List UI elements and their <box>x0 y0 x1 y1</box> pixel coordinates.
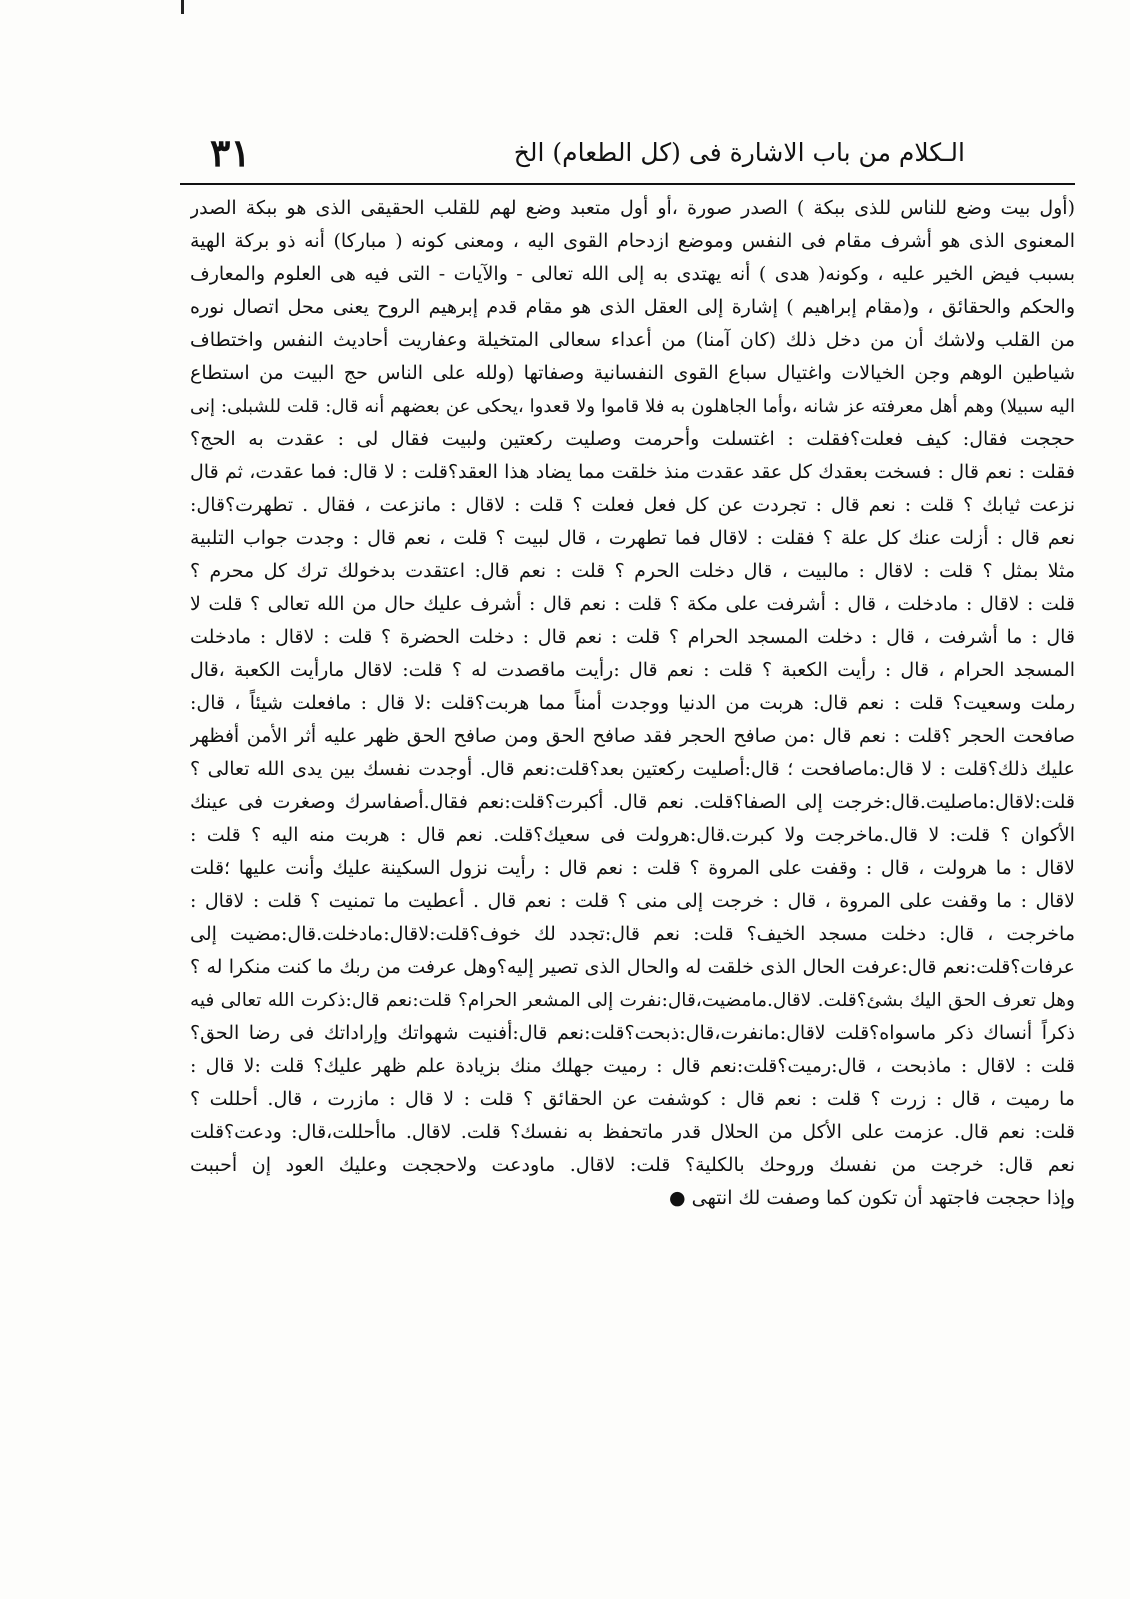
text-line: حججت فقال: كيف فعلت؟فقلت : اغتسلت وأحرمت وصليت ركعتين ولبيت فقال لى : عقدت به الحج؟ <box>190 428 1075 450</box>
text-line-final: وإذا حججت فاجتهد أن تكون كما وصفت لك انتهى ● <box>668 1187 1075 1209</box>
text-line: اليه سبيلا) وهم أهل معرفته عز شانه ،وأما الجاهلون به فلا قاموا ولا قعدوا ،يحكى عن بعضهم أنه قال: قلت للشبلى: إنى <box>190 396 1075 417</box>
text-line: الأكوان ؟ قلت: لا قال.ماخرجت ولا كبرت.قال:هرولت فى سعيك؟قلت. نعم قال : هربت منه اليه ؟ قلت : <box>190 824 1075 846</box>
body-text <box>190 192 1075 1215</box>
text-line: عليك ذلك؟قلت : لا قال:ماصافحت ؛ قال:أصليت ركعتين بعد؟قلت:نعم قال. أوجدت نفسك بين يدى الله تعالى ؟ <box>190 758 1075 780</box>
text-line: لاقال : ما وقفت على المروة ، قال : خرجت إلى منى ؟ قلت : نعم قال . أعطيت ما تمنيت ؟ قلت : لاقال : <box>190 890 1075 912</box>
text-line: لاقال : ما هرولت ، قال : وقفت على المروة ؟ قلت : نعم قال : رأيت نزول السكينة عليك وأنت عليها ؛قلت <box>190 857 1075 879</box>
text-line: (أول بيت وضع للناس للذى ببكة ) الصدر صورة ،أو أول متعبد وضع لهم للقلب الحقيقى الذى هو ببكة الصدر <box>190 197 1075 219</box>
text-line: المعنوى الذى هو أشرف مقام فى النفس وموضع ازدحام القوى اليه ، ومعنى كونه ( مباركا) أنه ذو بركة الهية <box>190 230 1075 252</box>
text-line: نعم قال : أزلت عنك كل علة ؟ فقلت : لاقال فما تطهرت ، قال لبيت ؟ قلت ، نعم قال : وجدت جواب التلبية <box>190 527 1075 549</box>
text-line: مثلا بمثل ؟ قلت : لاقال : مالبيت ، قال دخلت الحرم ؟ قلت : نعم قال: اعتقدت بدخولك ترك كل محرم ؟ <box>190 560 1075 582</box>
corner-mark <box>181 0 184 14</box>
text-line: قلت : لاقال : مادخلت ، قال : أشرفت على مكة ؟ قلت : نعم قال : أشرف عليك حال من الله تعالى ؟ قلت لا <box>190 593 1075 615</box>
text-line: من القلب ولاشك أن من دخل ذلك (كان آمنا) من أعداء سعالى المتخيلة وعفاريت أحاديث النفس واختطاف <box>190 329 1075 351</box>
text-line: ما رميت ، قال : زرت ؟ قلت : نعم قال : كوشفت عن الحقائق ؟ قلت : لا قال : مازرت ، قال. أحللت ؟ <box>190 1088 1075 1110</box>
text-line: فقلت : نعم قال : فسخت بعقدك كل عقد عقدت منذ خلقت مما يضاد هذا العقد؟قلت : لا قال: فما عقدت، ثم قال <box>190 461 1075 483</box>
text-line: عرفات؟قلت:نعم قال:عرفت الحال الذى خلقت له والحال الذى تصير إليه؟وهل عرفت من ربك ما كنت منكرا له ؟ <box>190 956 1075 978</box>
text-line: نعم قال: خرجت من نفسك وروحك بالكلية؟ قلت: لاقال. ماودعت ولاحججت وعليك العود إن أحببت <box>190 1154 1075 1176</box>
text-line: قلت:لاقال:ماصليت.قال:خرجت إلى الصفا؟قلت. نعم قال. أكبرت؟قلت:نعم فقال.أصفاسرك وصغرت فى عينك <box>190 791 1075 813</box>
text-line: قلت: نعم قال. عزمت على الأكل من الحلال قدر ماتحفظ به نفسك؟ قلت. لاقال. ماأحللت،قال: ودعت؟قلت <box>190 1121 1075 1143</box>
text-line: صافحت الحجر ؟قلت : نعم قال :من صافح الحجر فقد صافح الحق ومن صافح الحق ظهر عليه أثر الأمن أفظهر <box>190 725 1075 747</box>
text-line: المسجد الحرام ، قال : رأيت الكعبة ؟ قلت : نعم قال :رأيت ماقصدت له ؟ قلت: لاقال مارأيت الكعبة ،قال <box>190 659 1075 681</box>
text-line: وهل تعرف الحق اليك بشئ؟قلت. لاقال.مامضيت،قال:نفرت إلى المشعر الحرام؟ قلت:نعم قال:ذكرت الله تعالى فيه <box>190 990 1075 1011</box>
text-line: بسبب فيض الخير عليه ، وكونه( هدى ) أنه يهتدى به إلى الله تعالى - والآيات - التى فيه هى العلوم والمعارف <box>190 263 1075 285</box>
text-line: والحكم والحقائق ، و(مقام إبراهيم ) إشارة إلى العقل الذى هو مقام قدم إبرهيم الروح يعنى محل اتصال نوره <box>190 296 1075 318</box>
text-line: نزعت ثيابك ؟ قلت : نعم قال : تجردت عن كل فعل فعلت ؟ قلت : لاقال : مانزعت ، فقال . تطهرت؟قال: <box>190 494 1075 516</box>
text-line: رملت وسعيت؟ قلت : نعم قال: هربت من الدنيا ووجدت أمناً مما هربت؟قلت :لا قال : مافعلت شيئاً ، قال: <box>190 692 1075 714</box>
page-number: ٣١ <box>210 130 251 175</box>
text-line: قلت : لاقال : ماذبحت ، قال:رميت؟قلت:نعم قال : رميت جهلك منك بزيادة علم ظهر عليك؟ قلت :لا قال : <box>190 1055 1075 1077</box>
text-line: شياطين الوهم وجن الخيالات واغتيال سباع القوى النفسانية وصفاتها (ولله على الناس حج البيت من استطاع <box>190 362 1075 384</box>
text-line: قال : ما أشرفت ، قال : دخلت المسجد الحرام ؟ قلت : نعم قال : دخلت الحضرة ؟ قلت : لاقال : مادخلت <box>190 626 1075 648</box>
text-line: ماخرجت ، قال: دخلت مسجد الخيف؟ قلت: نعم قال:تجدد لك خوف؟قلت:لاقال:مادخلت.قال:مضيت إلى <box>190 923 1075 945</box>
running-title: الـكلام من باب الاشارة فى (كل الطعام) الخ <box>513 138 965 167</box>
page-header <box>180 130 1075 180</box>
header-rule <box>180 183 1075 185</box>
text-line: ذكراً أنساك ذكر ماسواه؟قلت لاقال:مانفرت،قال:ذبحت؟قلت:نعم قال:أفنيت شهواتك وإراداتك فى رضا الحق؟ <box>190 1022 1075 1044</box>
